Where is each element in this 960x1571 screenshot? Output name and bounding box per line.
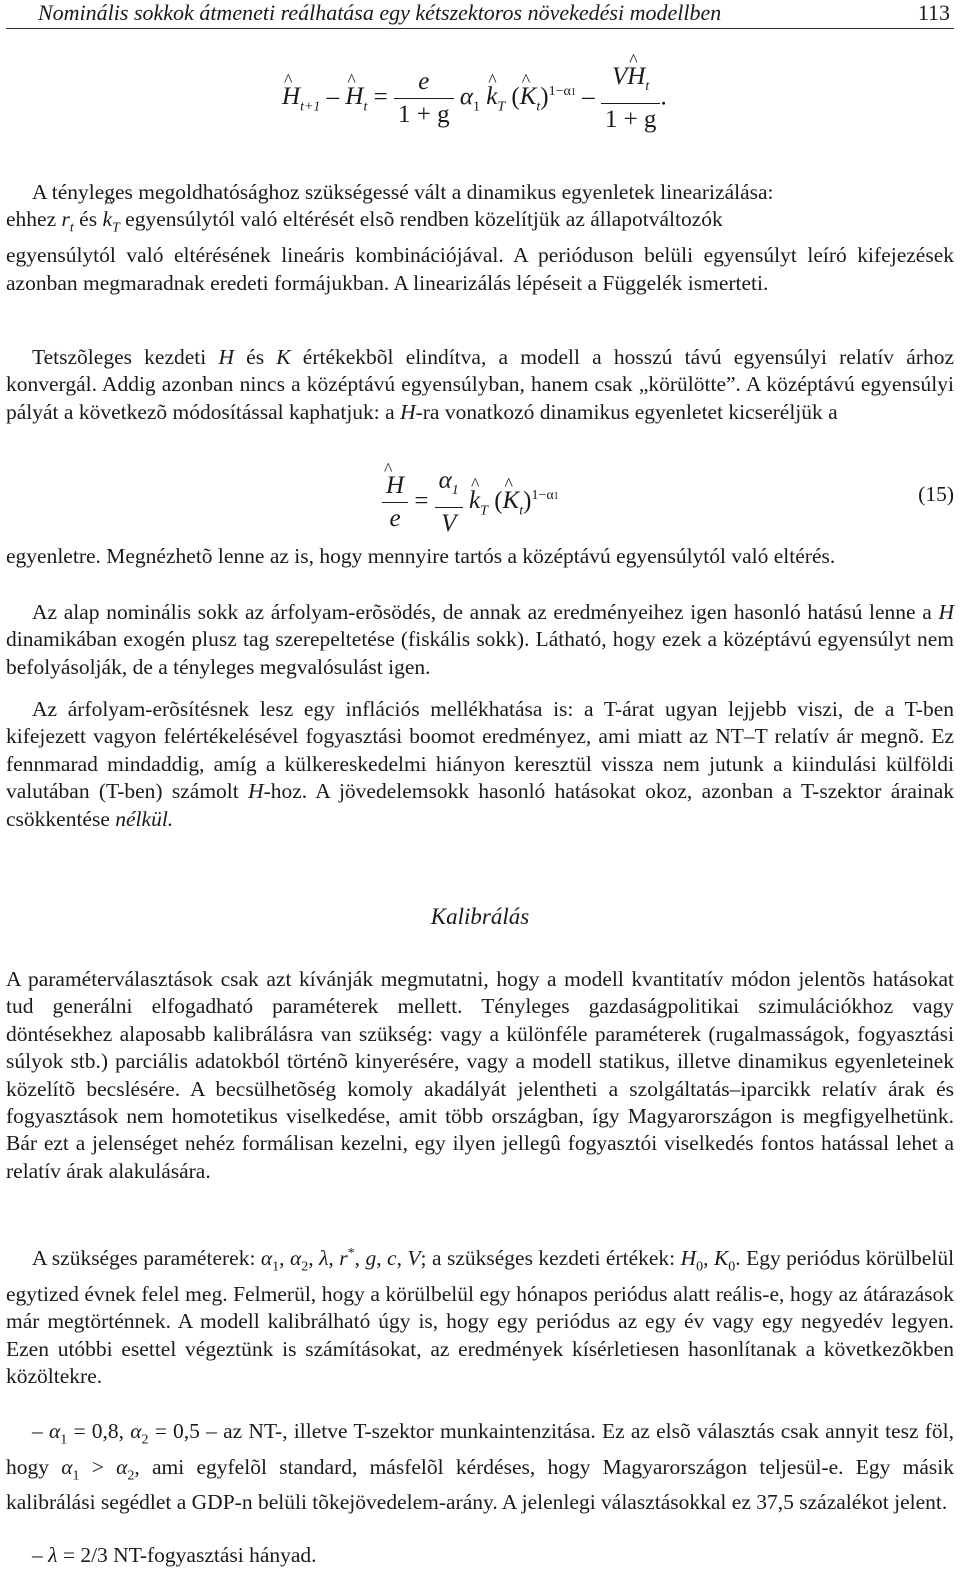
eq-alpha: α <box>459 83 473 111</box>
eq-sub: 1 <box>451 483 459 499</box>
eq-exponent-sub: 1 <box>553 491 559 502</box>
symbol-c: c <box>387 1246 397 1271</box>
eq-exponent: 1−α <box>531 488 554 503</box>
eq-sub: t <box>645 79 650 95</box>
symbol-sub: 2 <box>127 1468 135 1483</box>
eq-sub: t <box>363 99 368 115</box>
symbol-sub: 0 <box>696 1259 704 1275</box>
text-emphasis: nélkül. <box>115 806 174 831</box>
paragraph-equation-note <box>6 543 954 570</box>
text-run: = 2/3 NT-fogyasztási hányad. <box>57 1543 317 1567</box>
eq-paren: ) <box>540 83 549 111</box>
symbol-lambda: λ <box>48 1543 58 1567</box>
eq-sub: T <box>480 503 488 519</box>
paragraph-body <box>6 599 954 681</box>
text-run: és <box>73 207 103 232</box>
text-run: dinamikában exogén plusz tag szerepeltetése (fiskális sokk). Látható, hogy ezek a középtávú egyensúlyt nem befolyásolják, de a tényleges megvalósulást igen. <box>6 627 954 679</box>
list-item-body <box>6 1542 954 1569</box>
eq-paren: ( <box>511 83 520 111</box>
list-item <box>6 1542 954 1569</box>
eq-h-hat: ^ H <box>345 57 363 137</box>
paragraph-convergence <box>6 344 954 426</box>
eq-minus: – <box>326 83 340 111</box>
symbol-alpha: α <box>48 1419 61 1443</box>
symbol-v: V <box>407 1246 421 1271</box>
symbol-sub: t <box>69 220 74 236</box>
eq-denominator: V <box>441 510 457 538</box>
symbol-sub: 0 <box>728 1259 736 1275</box>
eq-fraction <box>382 470 408 535</box>
eq-k-hat: ^ k <box>486 57 497 137</box>
symbol-h: H <box>680 1246 697 1271</box>
symbol-k: K <box>276 345 291 369</box>
eq-fraction <box>394 66 454 131</box>
symbol-h: H <box>218 345 234 369</box>
text-run: . Egy periódus körülbelül egytized évnek felel meg. Felmerül, hogy a körülbelül egy hónapos periódus alatt reális-e, hogy az átárazások már megtörténnek. A modell kalibrálható úgy is, hogy egy periódus az egy év vagy egy negyedév legyen. Ezen utóbbi esettel végeztünk is számításokat, az eredmények kísérletiesen hasonlítanak a következõkben közöltekre. <box>6 1246 955 1389</box>
text-run: és <box>233 345 277 369</box>
text-run: értékekbõl elindítva, a modell a hosszú távú egyensúlyi relatív árhoz konvergál. Addig azonban nincs a középtávú egyensúlyban, hanem csak „körülötte”. A középtávú egyensúlyi pályát a következõ módosítással kaphatjuk: a <box>6 345 954 424</box>
paragraph-body <box>6 696 954 833</box>
text-run: ; a szükséges kezdeti értékek: <box>420 1246 681 1271</box>
eq-denominator: 1 + g <box>604 106 657 134</box>
equation-dynamics-h <box>0 52 960 132</box>
text-run: A szükséges paraméterek: <box>32 1246 261 1271</box>
symbol-lambda: λ <box>319 1246 329 1271</box>
eq-sub: 1 <box>472 99 480 115</box>
eq-sub: t <box>536 99 541 115</box>
eq-exponent: 1−α <box>548 84 571 99</box>
eq-h-hat: ^ H <box>627 61 645 93</box>
eq-sub: t <box>519 503 524 519</box>
text-run: , <box>308 1246 320 1271</box>
symbol-g: g <box>365 1246 377 1271</box>
eq-denominator: 1 + g <box>397 101 450 129</box>
text-run: -ra vonatkozó dinamikus egyenletet kicseréljük a <box>415 399 838 424</box>
text-run: Tetszõleges kezdeti <box>32 345 219 369</box>
text-run: egyensúlytól való eltérését elsõ rendben közelítjük az állapotváltozók <box>119 207 723 232</box>
symbol-sub: 2 <box>301 1259 309 1275</box>
list-dash: – <box>32 1419 49 1443</box>
equation-15 <box>0 458 960 538</box>
text-run: Az árfolyam-erõsítésnek lesz egy inflációs mellékhatása is: a T-árat ugyan lejjebb viszi, de a T-ben kifejezett vagyon felértékelésével fogyasztási boomot eredményez, ami miatt az NT–T relatív ár megnõ. Ez fennmarad mindaddig, amíg a külkereskedelmi hiányon keresztül vissza nem jutunk a kiindulási külföldi valutában (T-ben) számolt <box>6 697 954 804</box>
eq-period: . <box>660 83 667 111</box>
paragraph-exchange-rate <box>6 696 954 833</box>
symbol-sub: 1 <box>272 1259 280 1275</box>
symbol-r: r <box>339 1246 348 1271</box>
paragraph-parameters <box>6 1240 954 1390</box>
symbol-alpha: α <box>116 1454 128 1479</box>
text-run: , ami egyfelõl standard, másfelõl kérdéses, hogy Magyarországon teljesül-e. Egy másik kalibrálási segédlet a GDP-n belüli tõkejövedelem-arány. A jelenlegi választásokkal ez 37,5 százalékot jelent. <box>6 1454 954 1515</box>
text-run: Az alap nominális sokk az árfolyam-erõsödés, de annak az eredményeihez igen hasonló hatású lenne a <box>32 600 939 624</box>
list-dash: – <box>32 1543 49 1567</box>
eq-numerator: ^ H <box>382 470 408 503</box>
paragraph-linearization <box>6 179 954 297</box>
eq-minus: – <box>582 83 595 111</box>
paragraph-body: A paraméterválasztások csak azt kívánják megmutatni, hogy a modell kvantitatív módon jelentõs hatásokat tud generálni elfogadható paraméterek mellett. Tényleges gazdaságpolitikai szimulációkhoz vagy döntésekhez alaposabb kalibrálásra van szükség: vagy a különféle paraméterek (rugalmasságok, fogyasztási súlyok stb.) parciális adatokból történõ kinyerésére, vagy a modell statikus, illetve dinamikus egyenleteinek közelítõ becslésére. A becsülhetõség komoly akadályát jelentheti a szolgáltatás–iparcikk relatív árak és fogyasztások nem homotetikus viselkedése, amit több országban, így Magyarországon is megfigyelhetünk. Bár ezt a jelenséget nehéz formálisan kezelni, egy ilyen jellegû fogyasztói viselkedés fontos hatással lehet a relatív árak alakulására. <box>6 967 954 1183</box>
symbol-alpha: α <box>61 1454 73 1479</box>
text-run: , <box>396 1246 408 1271</box>
symbol-alpha: α <box>260 1246 273 1271</box>
eq-sub: T <box>497 99 506 115</box>
paragraph-line <box>6 206 954 242</box>
eq-equals: = <box>373 83 388 111</box>
paragraph-nominal-shock <box>6 599 954 681</box>
text-run: , <box>354 1246 366 1271</box>
running-header <box>6 0 954 29</box>
text-run: , <box>328 1246 340 1271</box>
symbol-k-hat: ^ k <box>102 206 112 233</box>
eq-numerator: e <box>394 66 454 99</box>
eq-numerator <box>435 465 463 508</box>
symbol-k: K <box>713 1246 729 1271</box>
text-run: = 0,5 – az NT-, illetve T-szektor munkaintenzitása. Ez az elsõ választás csak annyit tesz föl, hogy <box>6 1419 954 1479</box>
text-run: ehhez <box>6 207 62 232</box>
symbol-sub: 1 <box>60 1432 68 1448</box>
eq-equals: = <box>414 487 429 515</box>
list-item <box>6 1418 954 1517</box>
symbol-alpha: α <box>130 1419 142 1443</box>
symbol-sub: T <box>112 220 120 236</box>
text-run: , <box>703 1246 714 1271</box>
eq-v: V <box>612 63 628 91</box>
paragraph-line: egyensúlytól való eltérésének lineáris kombinációjával. A perióduson belüli egyensúlyt leíró kifejezések azonban megmaradnak eredeti formájukban. A linearizálás lépéseit a Függelék ismerteti. <box>6 243 954 295</box>
eq-sub: t+1 <box>300 99 321 115</box>
running-title: Nominális sokkok átmeneti reálhatása egy kétszektoros növekedési modellben <box>38 0 722 25</box>
symbol-r: r <box>61 207 70 232</box>
symbol-h: H <box>248 779 264 804</box>
paragraph-body: egyenletre. Megnézhetõ lenne az is, hogy mennyire tartós a középtávú egyensúlytól való eltérés. <box>6 544 836 568</box>
section-title: Kalibrálás <box>430 904 530 929</box>
eq-k-hat: ^ k <box>469 463 480 539</box>
eq-alpha: α <box>438 467 452 495</box>
text-run: = 0,8, <box>67 1419 131 1443</box>
text-run: -hoz. A jövedelemsokk hasonló hatásokat okoz, azonban a T-szektor árainak csökkentése <box>6 779 954 831</box>
eq-h-hat: ^ H <box>282 57 300 137</box>
eq-K-hat: ^ K <box>503 463 520 539</box>
symbol-sub: 2 <box>141 1432 149 1448</box>
paragraph-calibration <box>6 966 954 1185</box>
symbol-h: H <box>400 399 416 424</box>
page-number: 113 <box>917 0 950 25</box>
eq-paren: ( <box>494 487 503 515</box>
eq-fraction <box>601 61 661 136</box>
text-run: > <box>79 1454 117 1479</box>
symbol-sub: 1 <box>72 1468 80 1483</box>
symbol-alpha: α <box>289 1246 302 1271</box>
eq-K-hat: ^ K <box>520 57 537 137</box>
symbol-h: H <box>938 600 954 624</box>
eq-fraction <box>435 465 463 540</box>
text-run: , <box>376 1246 388 1271</box>
paragraph-body <box>6 344 954 426</box>
eq-exponent-sub: 1 <box>570 87 576 98</box>
paragraph-line: A tényleges megoldhatósághoz szükségessé vált a dinamikus egyenletek linearizálása: <box>32 180 774 204</box>
equation-number: (15) <box>918 482 954 506</box>
list-item-body <box>6 1418 954 1517</box>
symbol-sup: * <box>347 1246 355 1261</box>
text-run: , <box>279 1246 290 1271</box>
paragraph-body <box>6 1240 954 1390</box>
eq-numerator <box>601 61 661 104</box>
eq-denominator: e <box>389 505 401 533</box>
eq-paren: ) <box>523 487 532 515</box>
